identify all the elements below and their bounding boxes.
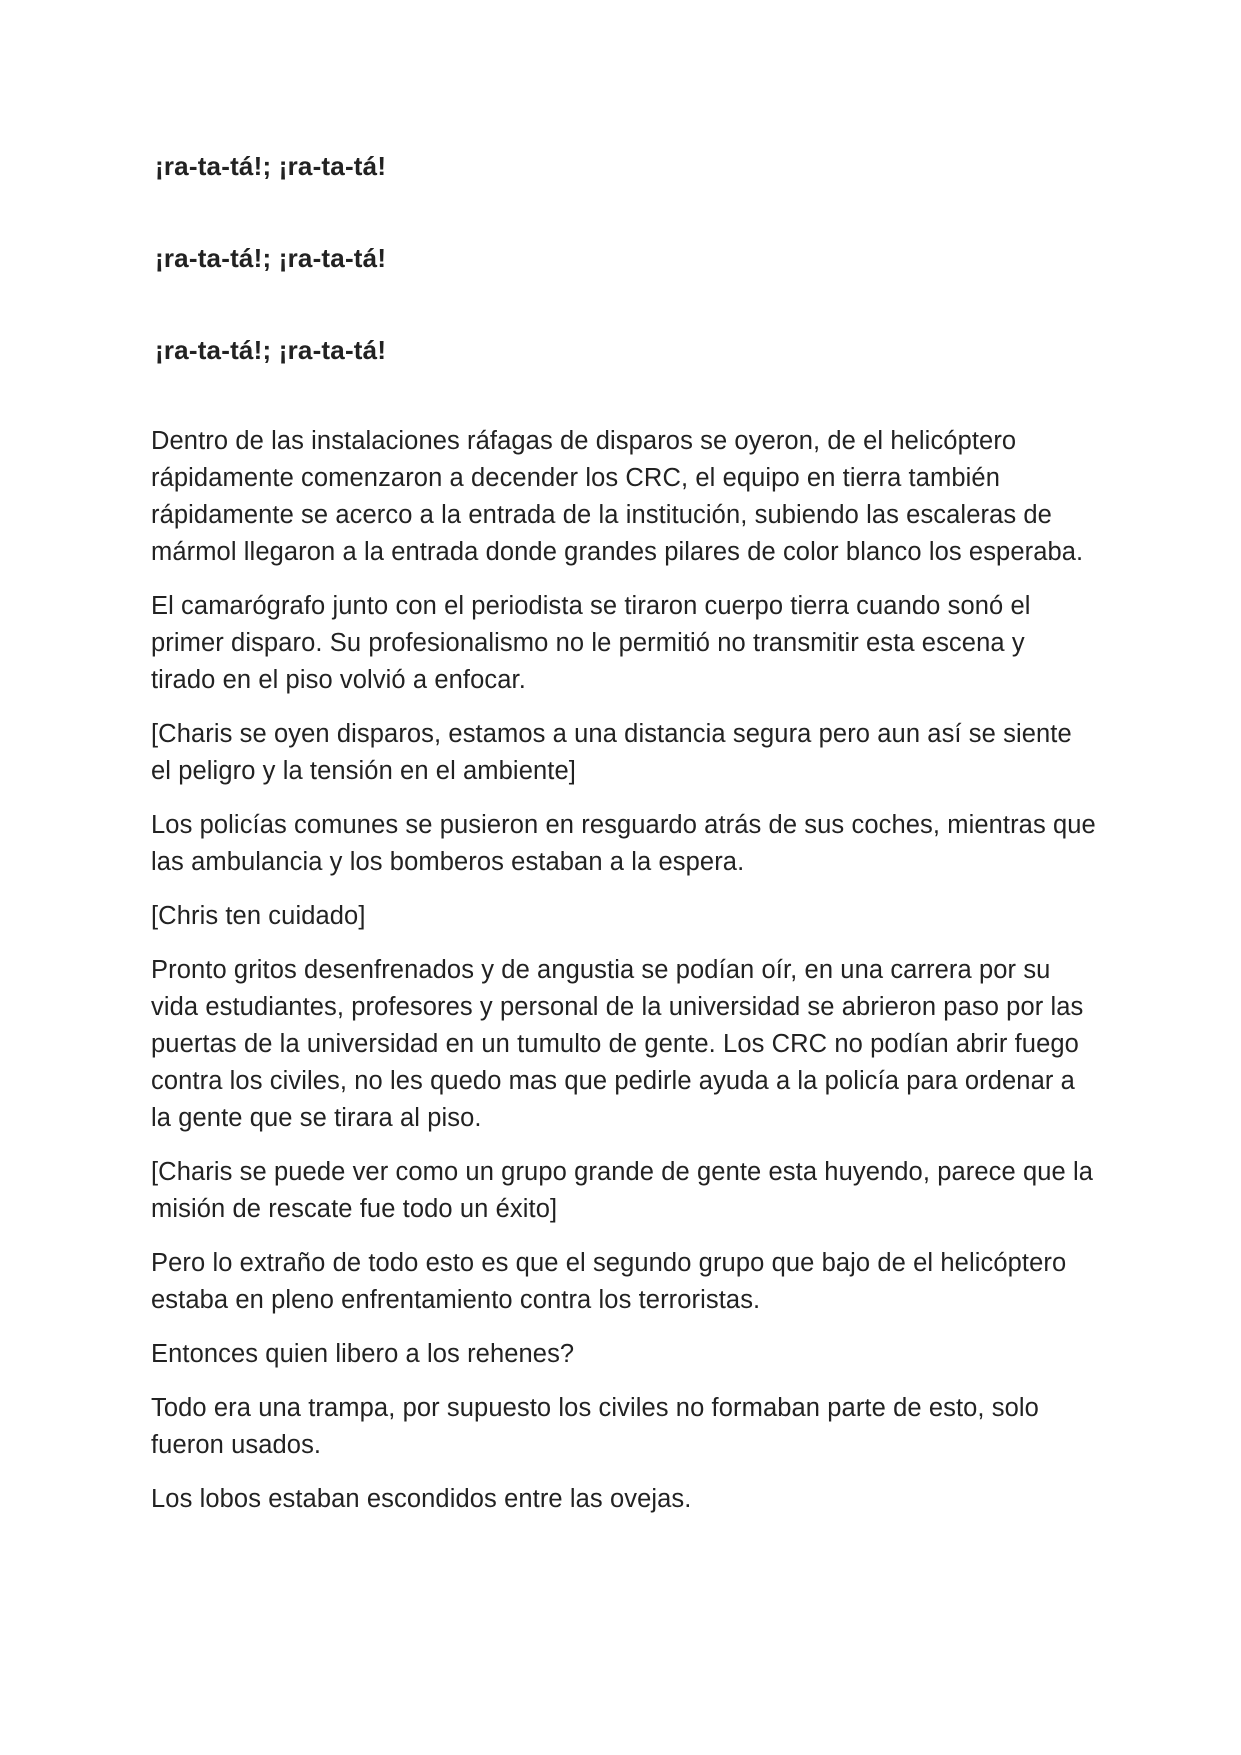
paragraph: Dentro de las instalaciones ráfagas de disparos se oyeron, de el helicóptero rápidamente comenzaron a decender los CRC, el equipo en tierra también rápidamente se acerco a la entrada de la institución, subiendo las escaleras de mármol llegaron a la entrada donde grandes pilares de color blanco los esperaba. [151, 427, 1084, 566]
sound-effect-line: ¡ra-ta-tá!; ¡ra-ta-tá! [155, 243, 387, 273]
sound-effect-line: ¡ra-ta-tá!; ¡ra-ta-tá! [155, 335, 387, 365]
paragraph: [Charis se puede ver como un grupo grande de gente esta huyendo, parece que la misión de rescate fue todo un éxito] [151, 1158, 1094, 1223]
paragraph: [Chris ten cuidado] [151, 902, 366, 930]
paragraph: Todo era una trampa, por supuesto los civiles no formaban parte de esto, solo fueron usados. [151, 1394, 1039, 1459]
paragraph: El camarógrafo junto con el periodista se tiraron cuerpo tierra cuando sonó el primer disparo. Su profesionalismo no le permitió no transmitir esta escena y tirado en el piso volvió a enfocar. [151, 592, 1031, 694]
document-page [151, 148, 1096, 1535]
paragraph: Los lobos estaban escondidos entre las ovejas. [151, 1485, 692, 1513]
paragraph: Los policías comunes se pusieron en resguardo atrás de sus coches, mientras que las ambulancia y los bomberos estaban a la espera. [151, 811, 1096, 876]
paragraph: Pronto gritos desenfrenados y de angustia se podían oír, en una carrera por su vida estudiantes, profesores y personal de la universidad se abrieron paso por las puertas de la universidad en un tumulto de gente. Los CRC no podían abrir fuego contra los civiles, no les quedo mas que pedirle ayuda a la policía para ordenar a la gente que se tirara al piso. [151, 956, 1084, 1132]
paragraph: Pero lo extraño de todo esto es que el segundo grupo que bajo de el helicóptero estaba en pleno enfrentamiento contra los terroristas. [151, 1249, 1067, 1314]
sound-effect-line: ¡ra-ta-tá!; ¡ra-ta-tá! [155, 151, 387, 181]
paragraph: [Charis se oyen disparos, estamos a una distancia segura pero aun así se siente el peligro y la tensión en el ambiente] [151, 720, 1072, 785]
paragraph: Entonces quien libero a los rehenes? [151, 1340, 575, 1368]
